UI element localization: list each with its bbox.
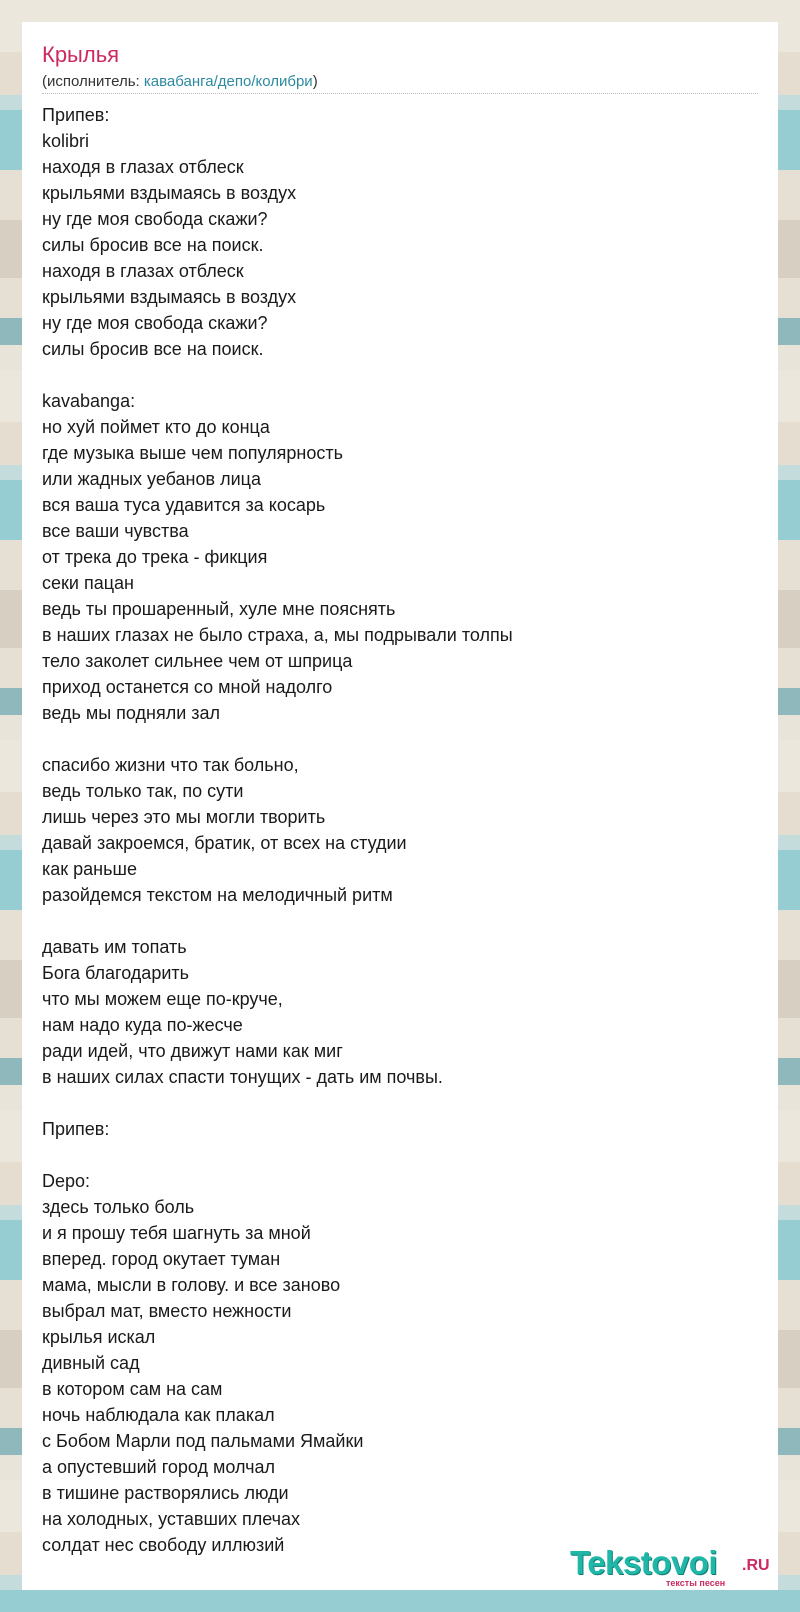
- lyric-line: разойдемся текстом на мелодичный ритм: [42, 885, 393, 905]
- performer-link[interactable]: кавабанга/депо/колибри: [143, 73, 313, 90]
- lyric-line: в наших глазах не было страха, а, мы подрывали толпы: [42, 625, 513, 645]
- performer-prefix: (исполнитель:: [42, 73, 144, 90]
- lyric-line: на холодных, уставших плечах: [42, 1509, 301, 1529]
- lyric-line: [42, 908, 742, 934]
- lyric-line: крыльями вздымаясь в воздух: [42, 287, 297, 307]
- lyric-line: [42, 362, 742, 388]
- lyric-line: что мы можем еще по-круче,: [42, 989, 283, 1009]
- lyric-line: и я прошу тебя шагнуть за мной: [42, 1223, 311, 1243]
- lyric-line: или жадных уебанов лица: [42, 469, 261, 489]
- lyric-line: Припев:: [42, 1119, 110, 1139]
- lyric-line: от трека до трека - фикция: [42, 547, 268, 567]
- lyric-line: [42, 1142, 742, 1168]
- lyric-line: крылья искал: [42, 1327, 156, 1347]
- lyric-line: Depo:: [42, 1171, 91, 1191]
- title-divider: [42, 93, 758, 94]
- lyrics-card: [22, 22, 778, 1590]
- lyric-line: приход останется со мной надолго: [42, 677, 333, 697]
- lyric-line: крыльями вздымаясь в воздух: [42, 183, 297, 203]
- lyric-line: в наших силах спасти тонущих - дать им почвы.: [42, 1067, 443, 1087]
- lyric-line: kolibri: [42, 131, 90, 151]
- lyric-line: вся ваша туса удавится за косарь: [42, 495, 326, 515]
- lyric-line: ради идей, что движут нами как миг: [42, 1041, 343, 1061]
- lyric-line: вперед. город окутает туман: [42, 1249, 281, 1269]
- lyric-line: находя в глазах отблеск: [42, 261, 244, 281]
- song-title: Крылья: [42, 42, 120, 67]
- lyric-line: в тишине растворялись люди: [42, 1483, 289, 1503]
- lyric-line: здесь только боль: [42, 1197, 195, 1217]
- lyric-line: дивный сад: [42, 1353, 140, 1373]
- logo-tld: .RU: [742, 1557, 770, 1574]
- lyric-line: в котором сам на сам: [42, 1379, 223, 1399]
- lyric-line: давать им топать: [42, 937, 187, 957]
- lyric-line: ведь только так, по сути: [42, 781, 244, 801]
- logo-brand: Tekstovoi: [570, 1544, 718, 1581]
- lyric-line: Припев:: [42, 105, 110, 125]
- performer-line: [42, 73, 318, 90]
- lyric-line: нам надо куда по-жесче: [42, 1015, 243, 1035]
- lyric-line: [42, 1090, 742, 1116]
- lyric-line: солдат нес свободу иллюзий: [42, 1535, 285, 1555]
- lyric-line: как раньше: [42, 859, 137, 879]
- lyric-line: kavabanga:: [42, 391, 136, 411]
- lyrics-text: [42, 102, 742, 1558]
- lyric-line: ведь мы подняли зал: [42, 703, 221, 723]
- lyric-line: [42, 726, 742, 752]
- lyric-line: мама, мысли в голову. и все заново: [42, 1275, 341, 1295]
- lyric-line: тело заколет сильнее чем от шприца: [42, 651, 353, 671]
- lyric-line: силы бросив все на поиск.: [42, 339, 264, 359]
- lyric-line: с Бобом Марли под пальмами Ямайки: [42, 1431, 364, 1451]
- site-logo[interactable]: [570, 1544, 770, 1588]
- logo-tagline: тексты песен: [666, 1578, 726, 1588]
- lyric-line: выбрал мат, вместо нежности: [42, 1301, 292, 1321]
- lyric-line: давай закроемся, братик, от всех на студии: [42, 833, 407, 853]
- lyric-line: ночь наблюдала как плакал: [42, 1405, 275, 1425]
- lyric-line: ну где моя свобода скажи?: [42, 209, 268, 229]
- lyric-line: а опустевший город молчал: [42, 1457, 276, 1477]
- lyric-line: ну где моя свобода скажи?: [42, 313, 268, 333]
- lyric-line: находя в глазах отблеск: [42, 157, 244, 177]
- lyric-line: Бога благодарить: [42, 963, 190, 983]
- lyric-line: все ваши чувства: [42, 521, 189, 541]
- performer-suffix: ): [312, 73, 318, 90]
- lyric-line: ведь ты прошаренный, хуле мне пояснять: [42, 599, 396, 619]
- lyric-line: спасибо жизни что так больно,: [42, 755, 299, 775]
- lyric-line: где музыка выше чем популярность: [42, 443, 343, 463]
- lyric-line: силы бросив все на поиск.: [42, 235, 264, 255]
- lyric-line: лишь через это мы могли творить: [42, 807, 326, 827]
- lyric-line: секи пацан: [42, 573, 134, 593]
- lyric-line: но хуй поймет кто до конца: [42, 417, 270, 437]
